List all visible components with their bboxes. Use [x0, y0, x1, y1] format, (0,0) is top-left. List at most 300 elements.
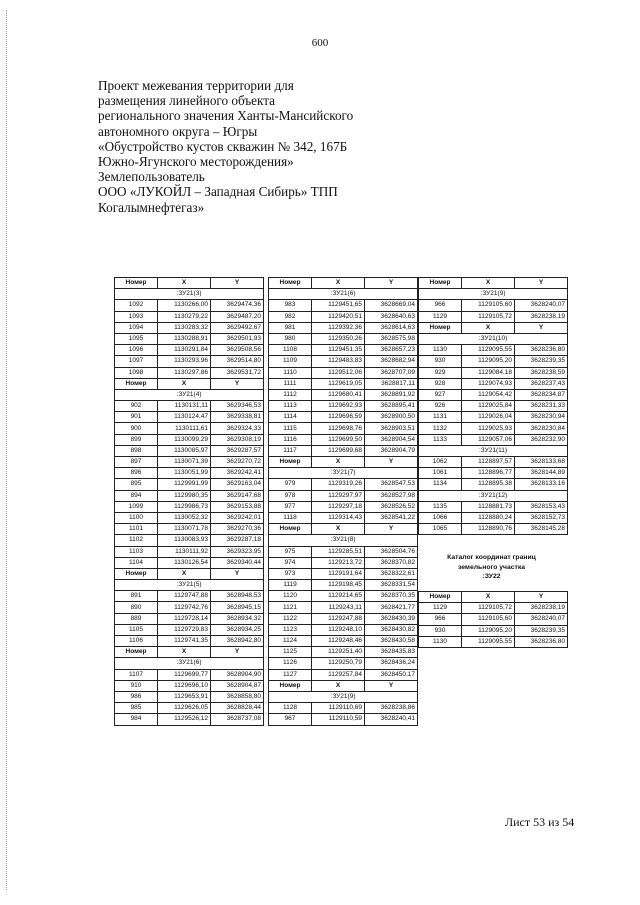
point-number-cell: Номер [269, 457, 312, 468]
table-row [115, 490, 264, 501]
header-row [269, 457, 418, 468]
table-row [419, 412, 568, 423]
table-row [419, 501, 568, 512]
y-cell: 3628904,54 [365, 434, 418, 445]
x-cell: 1130288,91 [158, 333, 211, 344]
x-cell: 1129243,11 [312, 602, 365, 613]
x-cell: 1129248,10 [312, 624, 365, 635]
table-row [269, 356, 418, 367]
table-row [115, 423, 264, 434]
table-row [115, 669, 264, 680]
point-number-cell: Номер [115, 568, 158, 579]
y-cell: 3628945,15 [211, 602, 264, 613]
point-number-cell: 901 [115, 412, 158, 423]
y-cell: 3628236,80 [515, 345, 568, 356]
y-cell: 3628231,33 [515, 401, 568, 412]
y-cell: 3628682,94 [365, 356, 418, 367]
table-row [269, 501, 418, 512]
point-number-cell: Номер [269, 278, 312, 289]
document-header [98, 78, 428, 215]
y-cell: 3628904,90 [211, 669, 264, 680]
y-cell: 3628421,77 [365, 602, 418, 613]
point-number-cell: 1115 [269, 423, 312, 434]
x-cell: X [158, 647, 211, 658]
point-number-cell: 1101 [115, 524, 158, 535]
x-cell: 1129105,72 [462, 603, 515, 614]
point-number-cell: 966 [419, 300, 462, 311]
point-number-cell: 926 [419, 401, 462, 412]
table-row [419, 479, 568, 490]
x-cell: 1130071,78 [158, 524, 211, 535]
header-row [419, 322, 568, 333]
x-cell: 1129319,26 [312, 479, 365, 490]
table-row [269, 412, 418, 423]
x-cell: 1129025,93 [462, 423, 515, 434]
table-row [115, 535, 264, 546]
section-label: :ЗУ21(7) [269, 468, 418, 479]
section-row [115, 389, 264, 400]
y-cell: Y [365, 278, 418, 289]
section-label: :ЗУ21(6) [269, 289, 418, 300]
section-label: :ЗУ21(12) [419, 490, 568, 501]
x-cell: 1130297,86 [158, 367, 211, 378]
point-number-cell: 1126 [269, 658, 312, 669]
table-row [269, 557, 418, 568]
x-cell: X [312, 524, 365, 535]
x-cell: 1129314,43 [312, 512, 365, 523]
x-cell: 1128890,76 [462, 524, 515, 535]
x-cell: 1130111,61 [158, 423, 211, 434]
y-cell: 3629242,01 [211, 512, 264, 523]
x-cell: 1130283,32 [158, 322, 211, 333]
table-row [115, 311, 264, 322]
section-label: :ЗУ21(9) [269, 691, 418, 702]
header-row [269, 278, 418, 289]
x-cell: 1129451,35 [312, 345, 365, 356]
y-cell: 3629474,36 [211, 300, 264, 311]
point-number-cell: Номер [269, 524, 312, 535]
x-cell: 1129741,35 [158, 636, 211, 647]
point-number-cell: 894 [115, 490, 158, 501]
x-cell: 1129980,35 [158, 490, 211, 501]
table-row [115, 714, 264, 725]
y-cell: 3629153,88 [211, 501, 264, 512]
table-row [269, 636, 418, 647]
y-cell: 3629147,68 [211, 490, 264, 501]
section-row [269, 468, 418, 479]
x-cell: 1130293,96 [158, 356, 211, 367]
x-cell: 1130266,00 [158, 300, 211, 311]
y-cell: 3628435,83 [365, 647, 418, 658]
header-line: Землепользователь [98, 169, 205, 185]
y-cell: 3628238,19 [515, 603, 568, 614]
point-number-cell: 982 [269, 311, 312, 322]
x-cell: 1130071,39 [158, 457, 211, 468]
y-cell: 3628238,19 [515, 311, 568, 322]
point-number-cell: 1097 [115, 356, 158, 367]
table-row [115, 345, 264, 356]
y-cell: Y [515, 278, 568, 289]
table-row [419, 457, 568, 468]
point-number-cell: 1093 [115, 311, 158, 322]
x-cell: 1130051,99 [158, 468, 211, 479]
y-cell: 3629338,81 [211, 412, 264, 423]
table-row [269, 300, 418, 311]
x-cell: 1130099,29 [158, 434, 211, 445]
x-cell: 1129696,10 [158, 680, 211, 691]
point-number-cell: 1114 [269, 412, 312, 423]
point-number-cell: 1124 [269, 636, 312, 647]
table-row [115, 457, 264, 468]
x-cell: 1129729,83 [158, 624, 211, 635]
x-cell: 1129626,05 [158, 703, 211, 714]
point-number-cell: 898 [115, 445, 158, 456]
table-row [115, 691, 264, 702]
x-cell: 1130124,47 [158, 412, 211, 423]
x-cell: 1128881,73 [462, 501, 515, 512]
point-number-cell: 1129 [419, 311, 462, 322]
table-row [269, 423, 418, 434]
y-cell: 3628527,98 [365, 490, 418, 501]
x-cell: 1129026,04 [462, 412, 515, 423]
table-row [419, 625, 568, 636]
x-cell: 1129297,18 [312, 501, 365, 512]
table-row [419, 367, 568, 378]
section-label: :ЗУ21(5) [115, 580, 264, 591]
x-cell: 1129110,59 [312, 714, 365, 725]
y-cell: 3629501,93 [211, 333, 264, 344]
point-number-cell: 1134 [419, 479, 462, 490]
y-cell: 3629531,72 [211, 367, 264, 378]
x-cell: 1130085,97 [158, 445, 211, 456]
x-cell: 1129297,97 [312, 490, 365, 501]
point-number-cell: 1094 [115, 322, 158, 333]
table-row [115, 322, 264, 333]
x-cell: 1129191,64 [312, 568, 365, 579]
y-cell: 3628575,98 [365, 333, 418, 344]
x-cell: 1129285,51 [312, 546, 365, 557]
point-number-cell: 1119 [269, 580, 312, 591]
table-row [115, 367, 264, 378]
point-number-cell: Номер [115, 378, 158, 389]
point-number-cell: 1065 [419, 524, 462, 535]
section-row [419, 289, 568, 300]
x-cell: 1129248,46 [312, 636, 365, 647]
point-number-cell: 910 [115, 680, 158, 691]
x-cell: 1129084,18 [462, 367, 515, 378]
point-number-cell: 1129 [419, 603, 462, 614]
header-line: размещения линейного объекта [98, 93, 276, 109]
x-cell: 1129392,36 [312, 322, 365, 333]
header-row [115, 278, 264, 289]
table-row [269, 512, 418, 523]
table-row [419, 524, 568, 535]
y-cell: 3629163,04 [211, 479, 264, 490]
table-row [419, 468, 568, 479]
binding-margin [6, 10, 11, 890]
table-row [115, 333, 264, 344]
y-cell: 3628900,50 [365, 412, 418, 423]
point-number-cell: 973 [269, 568, 312, 579]
point-number-cell: Номер [419, 278, 462, 289]
table-row [115, 557, 264, 568]
y-cell: Y [211, 278, 264, 289]
x-cell: X [312, 457, 365, 468]
x-cell: 1129747,88 [158, 591, 211, 602]
x-cell: 1128895,38 [462, 479, 515, 490]
x-cell: 1129057,06 [462, 434, 515, 445]
point-number-cell: 1092 [115, 300, 158, 311]
y-cell: 3629324,33 [211, 423, 264, 434]
y-cell: Y [365, 524, 418, 535]
x-cell: 1128896,77 [462, 468, 515, 479]
y-cell: 3628430,82 [365, 624, 418, 635]
point-number-cell: Номер [419, 592, 462, 603]
table-row [269, 389, 418, 400]
y-cell: 3629487,20 [211, 311, 264, 322]
point-number-cell: 1128 [269, 703, 312, 714]
point-number-cell: 1131 [419, 412, 462, 423]
x-cell: 1129692,93 [312, 401, 365, 412]
point-number-cell: 975 [269, 546, 312, 557]
table-row [269, 658, 418, 669]
x-cell: 1130052,32 [158, 512, 211, 523]
section-label: :ЗУ21(11) [419, 445, 568, 456]
point-number-cell: 930 [419, 625, 462, 636]
table-row [115, 300, 264, 311]
table-row [269, 322, 418, 333]
section-row [269, 535, 418, 546]
point-number-cell: 1098 [115, 367, 158, 378]
table-row [419, 434, 568, 445]
section-row [419, 445, 568, 456]
y-cell: 3628895,41 [365, 401, 418, 412]
table-row [269, 568, 418, 579]
x-cell: 1129247,88 [312, 613, 365, 624]
x-cell: 1130279,22 [158, 311, 211, 322]
y-cell: 3628370,82 [365, 557, 418, 568]
point-number-cell: 1113 [269, 401, 312, 412]
x-cell: X [312, 278, 365, 289]
y-cell: 3628322,61 [365, 568, 418, 579]
y-cell: 3628240,41 [365, 714, 418, 725]
table-row [269, 490, 418, 501]
y-cell: 3628942,80 [211, 636, 264, 647]
point-number-cell: 1133 [419, 434, 462, 445]
x-cell: 1129742,76 [158, 602, 211, 613]
header-row [269, 524, 418, 535]
section-row [269, 691, 418, 702]
point-number-cell: 929 [419, 367, 462, 378]
table-row [115, 479, 264, 490]
table-row [419, 311, 568, 322]
y-cell: 3629242,41 [211, 468, 264, 479]
x-cell: 1129074,93 [462, 378, 515, 389]
x-cell: 1129095,55 [462, 636, 515, 647]
point-number-cell: 1116 [269, 434, 312, 445]
x-cell: 1129699,68 [312, 445, 365, 456]
header-line: Проект межевания территории для [98, 78, 294, 93]
y-cell: 3628144,89 [515, 468, 568, 479]
x-cell: 1129483,83 [312, 356, 365, 367]
x-cell: 1129451,65 [312, 300, 365, 311]
point-number-cell: 1109 [269, 356, 312, 367]
coordinates-table-1 [114, 277, 264, 726]
y-cell: 3629270,72 [211, 457, 264, 468]
y-cell: 3628152,73 [515, 512, 568, 523]
x-cell: X [158, 378, 211, 389]
x-cell: 1129105,72 [462, 311, 515, 322]
y-cell: 3628737,08 [211, 714, 264, 725]
point-number-cell: Номер [115, 647, 158, 658]
point-number-cell: Номер [269, 680, 312, 691]
y-cell: 3629323,95 [211, 546, 264, 557]
point-number-cell: 1120 [269, 591, 312, 602]
point-number-cell: 986 [115, 691, 158, 702]
header-line: ООО «ЛУКОЙЛ – Западная Сибирь» ТПП [98, 184, 338, 200]
point-number-cell: 1061 [419, 468, 462, 479]
y-cell: 3628240,07 [515, 300, 568, 311]
point-number-cell: 1135 [419, 501, 462, 512]
y-cell: 3628232,90 [515, 434, 568, 445]
table-row [115, 703, 264, 714]
point-number-cell: 930 [419, 356, 462, 367]
point-number-cell: 1095 [115, 333, 158, 344]
section-row [115, 289, 264, 300]
point-number-cell: 1103 [115, 546, 158, 557]
header-row [419, 592, 568, 603]
x-cell: 1129095,20 [462, 625, 515, 636]
sheet-label: Лист 53 из 54 [505, 815, 575, 829]
x-cell: 1129105,60 [462, 300, 515, 311]
y-cell: 3628240,07 [515, 614, 568, 625]
point-number-cell: 979 [269, 479, 312, 490]
x-cell: X [462, 322, 515, 333]
header-line: регионального значения Ханты-Мансийского [98, 108, 354, 124]
y-cell: 3629340,44 [211, 557, 264, 568]
point-number-cell: 984 [115, 714, 158, 725]
x-cell: 1129198,45 [312, 580, 365, 591]
table-row [419, 345, 568, 356]
x-cell: 1129991,99 [158, 479, 211, 490]
x-cell: 1129213,72 [312, 557, 365, 568]
point-number-cell: 1118 [269, 512, 312, 523]
y-cell: 3628614,63 [365, 322, 418, 333]
caption-line: земельного участка [457, 563, 526, 571]
x-cell: 1129214,65 [312, 591, 365, 602]
x-cell: X [158, 568, 211, 579]
page-number: 600 [311, 37, 329, 49]
x-cell: 1130126,54 [158, 557, 211, 568]
y-cell: 3628891,92 [365, 389, 418, 400]
table-row [419, 300, 568, 311]
y-cell: 3628934,32 [211, 613, 264, 624]
point-number-cell: 1127 [269, 669, 312, 680]
y-cell: 3628236,80 [515, 636, 568, 647]
table-row [269, 602, 418, 613]
x-cell: 1130111,92 [158, 546, 211, 557]
table-row [419, 356, 568, 367]
point-number-cell: 1066 [419, 512, 462, 523]
x-cell: X [158, 278, 211, 289]
point-number-cell: 1117 [269, 445, 312, 456]
table-row [269, 378, 418, 389]
table-row [115, 680, 264, 691]
point-number-cell: 1123 [269, 624, 312, 635]
table-row [115, 524, 264, 535]
x-cell: 1129105,60 [462, 614, 515, 625]
y-cell: 3628828,44 [211, 703, 264, 714]
y-cell: 3629287,18 [211, 535, 264, 546]
point-number-cell: 1108 [269, 345, 312, 356]
point-number-cell: 985 [115, 703, 158, 714]
y-cell: Y [515, 592, 568, 603]
point-number-cell: 1099 [115, 501, 158, 512]
x-cell: 1129095,55 [462, 345, 515, 356]
header-row [115, 568, 264, 579]
point-number-cell: 1111 [269, 378, 312, 389]
y-cell: Y [365, 680, 418, 691]
header-line: Когалымнефтегаз» [98, 199, 205, 215]
y-cell: 3629492,67 [211, 322, 264, 333]
point-number-cell: 966 [419, 614, 462, 625]
section-row [115, 658, 264, 669]
y-cell: 3629287,57 [211, 445, 264, 456]
coordinates-table-zu22 [418, 591, 568, 648]
y-cell: Y [365, 457, 418, 468]
table-row [115, 501, 264, 512]
point-number-cell: 981 [269, 322, 312, 333]
y-cell: 3628436,24 [365, 658, 418, 669]
section-row [419, 333, 568, 344]
point-number-cell: 889 [115, 613, 158, 624]
caption-line: Каталог координат границ [447, 554, 536, 561]
x-cell: 1129526,12 [158, 714, 211, 725]
y-cell: 3628238,59 [515, 367, 568, 378]
header-line: Южно-Ягунского месторождения» [98, 154, 294, 170]
y-cell: 3629308,19 [211, 434, 264, 445]
section-row [419, 490, 568, 501]
point-number-cell: 977 [269, 501, 312, 512]
header-row [419, 278, 568, 289]
point-number-cell: 891 [115, 591, 158, 602]
section-row [115, 580, 264, 591]
table-row [269, 580, 418, 591]
x-cell: 1130291,84 [158, 345, 211, 356]
coordinates-table-3 [418, 277, 568, 535]
table-row [419, 603, 568, 614]
point-number-cell: 1112 [269, 389, 312, 400]
table-row [269, 624, 418, 635]
point-number-cell: 1105 [115, 624, 158, 635]
point-number-cell: 1121 [269, 602, 312, 613]
table-row [269, 669, 418, 680]
table-row [269, 613, 418, 624]
table-row [269, 345, 418, 356]
table-row [115, 445, 264, 456]
point-number-cell: 980 [269, 333, 312, 344]
x-cell: 1129680,41 [312, 389, 365, 400]
table-row [115, 591, 264, 602]
point-number-cell: 1132 [419, 423, 462, 434]
point-number-cell: 899 [115, 434, 158, 445]
y-cell: 3628707,09 [365, 367, 418, 378]
x-cell: 1129512,06 [312, 367, 365, 378]
point-number-cell: 1096 [115, 345, 158, 356]
x-cell: 1129095,20 [462, 356, 515, 367]
coordinates-catalog-caption [418, 553, 565, 582]
point-number-cell: 927 [419, 389, 462, 400]
